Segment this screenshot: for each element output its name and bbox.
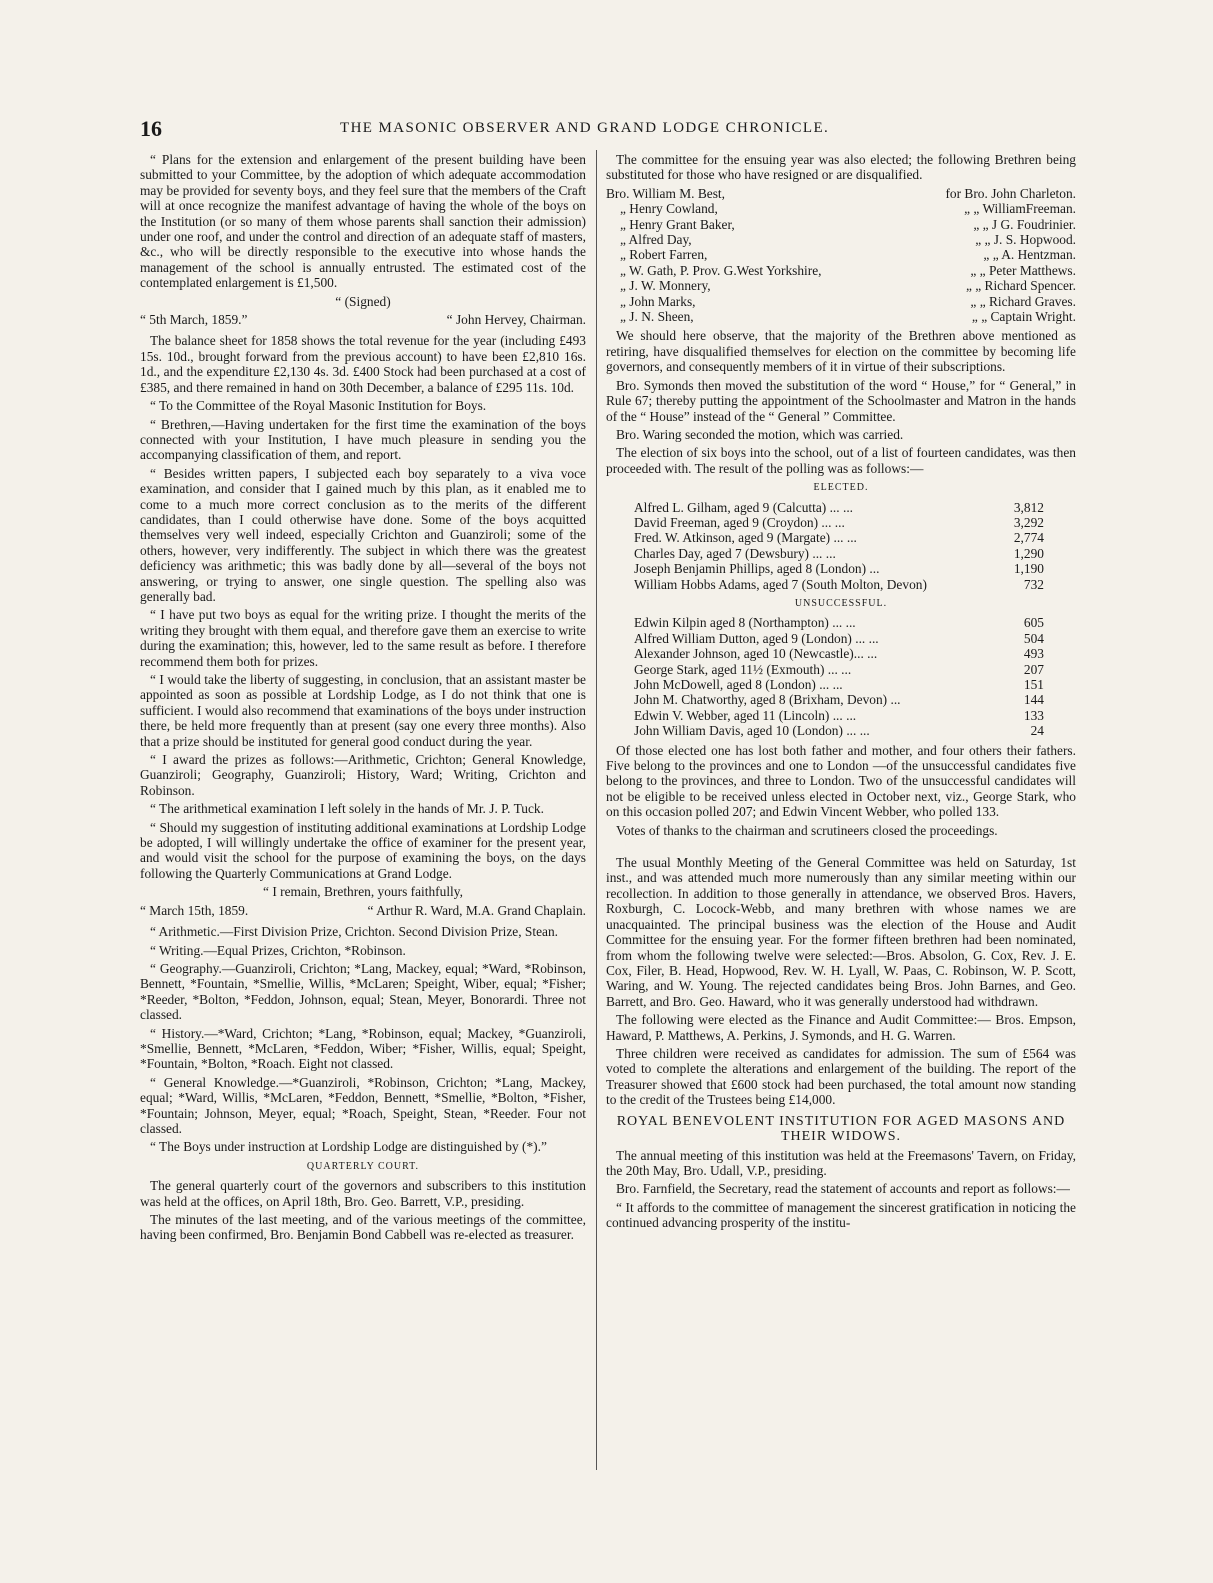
paragraph: The usual Monthly Meeting of the General Committee was held on Saturday, 1st inst., and was attended much more numerously than any similar meeting within our recollection. In addition to those generally in attendance, we observed Bros. Havers, Roxburgh, C. Locock-Webb, and many brethren with whose names we are unacquainted. The principal business was the election of the House and Audit Committee for the ensuing year. For the former fifteen brethren had been nominated, from whom the following twelve were selected:—Bros. Absolon, G. Cox, Rev. J. E. Cox, Filer, B. Head, Hopwood, Rev. W. H. Lyall, W. Paas, C. Robinson, W. P. Scott, Waring, and W. Young. The rejected candidates being Bros. John Barnes, and Geo. Barrett, and Bro. Geo. Haward, who it was generally understood had withdrawn.: [606, 855, 1076, 1009]
table-row: Alfred L. Gilham, aged 9 (Calcutta) ... ... 3,812: [634, 499, 1044, 515]
section-heading: QUARTERLY COURT.: [306, 1160, 420, 1172]
page-number: 16: [140, 116, 162, 141]
table-row: Charles Day, aged 7 (Dewsbury) ... ... 1,290: [634, 545, 1044, 561]
paragraph: “ General Knowledge.—*Guanziroli, *Robinson, Crichton; *Lang, Mackey, equal; *Ward, Willis, *McLaren, *Feddon, Bennett, *Smellie, *Bolton, *Fisher, *Fountain; Johnson, Meyer, equal; *Roach, Speight, Stean, *Reeder. Four not classed.: [140, 1074, 586, 1136]
closing-line: “ I remain, Brethren, yours faithfully,: [263, 884, 463, 900]
table-row: Alexander Johnson, aged 10 (Newcastle)... ... 493: [634, 646, 1044, 662]
paragraph: Bro. Symonds then moved the substitution of the word “ House,” for “ General,” in Rule 67; thereby putting the appointment of the Schoolmaster and Matron in the hands of the “ House” instead of the “ General ” Committee.: [606, 377, 1076, 424]
elected-list: [634, 500, 1044, 592]
list-item: „ Alfred Day, „ „ J. S. Hopwood.: [620, 232, 1076, 248]
unsuccessful-list: [634, 615, 1044, 738]
paragraph: “ It affords to the committee of management the sincerest gratification in noticing the continued advancing prosperity of the institu-: [606, 1199, 1076, 1231]
paragraph: “ I would take the liberty of suggesting, in conclusion, that an assistant master be appointed as soon as possible at Lordship Lodge, as I do not think that one is sufficient. I would also recommend that examinations of the boys under instruction there, be held more frequently than at present (say one every three months). Also that a prize should be instituted for general good conduct during the year.: [140, 672, 586, 749]
paragraph: The balance sheet for 1858 shows the total revenue for the year (including £493 15s. 10d., brought forward from the previous account) to have been £2,810 16s. 1d., and the expenditure £2,130 4s. 3d. £400 Stock had been purchased at a cost of £385, and there remained in hand on 30th December, a balance of £295 11s. 10d.: [140, 333, 586, 395]
paragraph: The annual meeting of this institution was held at the Freemasons' Tavern, on Friday, the 20th May, Bro. Udall, V.P., presiding.: [606, 1147, 1076, 1178]
paragraph: The committee for the ensuing year was also elected; the following Brethren being substituted for those who have resigned or are disqualified.: [606, 152, 1076, 183]
signature-block: [140, 903, 586, 918]
list-item: „ Robert Farren, „ „ A. Hentzman.: [620, 247, 1076, 263]
paragraph: “ History.—*Ward, Crichton; *Lang, *Robinson, equal; Mackey, *Guanziroli, *Smellie, Bennett, *McLaren, *Feddon, Wiber; *Fisher, Willis, equal; Speight, *Fountain, *Bolton, *Roach. Eight not classed.: [140, 1025, 586, 1072]
table-row: David Freeman, aged 9 (Croydon) ... ... 3,292: [634, 514, 1044, 530]
signature-name: “ John Hervey, Chairman.: [446, 312, 586, 328]
paragraph: “ Besides written papers, I subjected each boy separately to a viva voce examination, and consider that I gained much by this plan, as it enabled me to come to a much more correct conclusion as to the merits of the different candidates, than I could otherwise have done. Some of the boys acquitted themselves very well indeed, especially Crichton and Guanziroli; some of the others, however, very indifferently. The subject in which there was the greatest deficiency was arithmetic; this was badly done by all—several of the boys not answering, or trying to answer, one single question. The spelling also was generally bad.: [140, 465, 586, 604]
column-divider: [596, 150, 597, 1470]
section-heading: UNSUCCESSFUL.: [794, 597, 888, 609]
table-row: Joseph Benjamin Phillips, aged 8 (London) ... 1,190: [634, 561, 1044, 577]
table-row: John M. Chatworthy, aged 8 (Brixham, Devon) ... 144: [634, 692, 1044, 708]
table-row: Alfred William Dutton, aged 9 (London) ... ... 504: [634, 630, 1044, 646]
paragraph: “ To the Committee of the Royal Masonic Institution for Boys.: [150, 398, 487, 414]
page-header: [140, 116, 1080, 140]
list-item: „ Henry Grant Baker, „ „ J G. Foudrinier.: [620, 216, 1076, 232]
table-row: Fred. W. Atkinson, aged 9 (Margate) ... ... 2,774: [634, 530, 1044, 546]
paragraph: The following were elected as the Finance and Audit Committee:— Bros. Empson, Haward, P. Matthews, A. Perkins, J. Symonds, and H. G. Warren.: [606, 1012, 1076, 1043]
left-column: [140, 152, 586, 1246]
paragraph: Bro. Farnfield, the Secretary, read the statement of accounts and report as follows:—: [616, 1181, 1070, 1197]
paragraph: “ Geography.—Guanziroli, Crichton; *Lang, Mackey, equal; *Ward, *Robinson, Bennett, *Fountain, *Smellie, Willis, *McLaren; Speight, Wiber, equal; *Fisher; *Reeder, *Bolton, *Feddon, Johnson, equal; Stean, Meyer, Bonorardi. Three not classed.: [140, 960, 586, 1023]
signature-date: “ March 15th, 1859.: [140, 902, 249, 918]
paragraph: “ I award the prizes as follows:—Arithmetic, Crichton; General Knowledge, Guanziroli; Geography, Guanziroli; History, Ward; Writing, Crichton and Robinson.: [140, 752, 586, 798]
paragraph: “ Plans for the extension and enlargement of the present building have been submitted to your Committee, by the adoption of which adequate accommodation may be provided for seventy boys, and they feel sure that the members of the Craft will at once recognize the manifest advantage of having the whole of the boys on the Institution (or so many of them whose parents shall sanction their admission) under one roof, and under the control and direction of an adequate staff of masters, &c., who will be directly responsible to the executive into whose hands the management of the school is annually entrusted. The estimated cost of the contemplated enlargement is £1,500.: [140, 152, 586, 291]
table-row: John McDowell, aged 8 (London) ... ... 151: [634, 677, 1044, 692]
list-item: „ Henry Cowland, „ „ WilliamFreeman.: [620, 201, 1076, 217]
paragraph: “ Writing.—Equal Prizes, Crichton, *Robinson.: [150, 942, 406, 958]
list-item: Bro. William M. Best, for Bro. John Charleton.: [606, 185, 1076, 201]
signature-name: “ Arthur R. Ward, M.A. Grand Chaplain.: [367, 902, 586, 918]
paragraph: Three children were received as candidates for admission. The sum of £564 was voted to complete the alterations and enlargement of the building. The report of the Treasurer showed that £600 stock had been purchased, the total amount now standing to the credit of the Trustees being £14,000.: [606, 1045, 1076, 1108]
paragraph: “ The arithmetical examination I left solely in the hands of Mr. J. P. Tuck.: [150, 801, 544, 817]
table-row: William Hobbs Adams, aged 7 (South Molton, Devon) 732: [634, 576, 1044, 592]
paragraph: We should here observe, that the majority of the Brethren above mentioned as retiring, have disqualified themselves for election on the committee by becoming life governors, and consequently members of it in virtue of their subscriptions.: [606, 328, 1076, 375]
running-title: THE MASONIC OBSERVER AND GRAND LODGE CHRONICLE.: [340, 120, 830, 136]
right-column: [606, 152, 1076, 1234]
table-row: George Stark, aged 11½ (Exmouth) ... ... 207: [634, 661, 1044, 677]
paragraph: Votes of thanks to the chairman and scrutineers closed the proceedings.: [616, 822, 998, 838]
paragraph: “ Brethren,—Having undertaken for the first time the examination of the boys connected with your Institution, I have much pleasure in sending you the accompanying classification of them, and report.: [140, 416, 586, 463]
section-heading: ROYAL BENEVOLENT INSTITUTION FOR AGED MASONS AND THEIR WIDOWS.: [616, 1113, 1066, 1144]
substitution-list: [606, 186, 1076, 325]
paragraph: “ The Boys under instruction at Lordship Lodge are distinguished by (*).”: [150, 1139, 547, 1155]
paragraph: “ Should my suggestion of instituting additional examinations at Lordship Lodge be adopted, I will willingly undertake the office of examiner for the present year, and would visit the school for the purpose of examining the boys, on the days following the Quarterly Communications at Grand Lodge.: [140, 819, 586, 881]
paragraph: “ I have put two boys as equal for the writing prize. I thought the merits of the writing they brought with them equal, and therefore gave them an exercise to write during the examination; this, however, led to the same result as before. I therefore recommend them both for prizes.: [140, 607, 586, 669]
paragraph: The minutes of the last meeting, and of the various meetings of the committee, having been confirmed, Bro. Benjamin Bond Cabbell was re-elected as treasurer.: [140, 1212, 586, 1243]
section-gap: [606, 841, 1076, 855]
list-item: „ John Marks, „ „ Richard Graves.: [620, 293, 1076, 309]
paragraph: “ Arithmetic.—First Division Prize, Crichton. Second Division Prize, Stean.: [150, 924, 558, 940]
signature-date: “ 5th March, 1859.”: [140, 312, 248, 328]
paragraph: Bro. Waring seconded the motion, which was carried.: [616, 426, 904, 442]
list-item: „ W. Gath, P. Prov. G.West Yorkshire, „ „ Peter Matthews.: [620, 262, 1076, 278]
paragraph: The election of six boys into the school, out of a list of fourteen candidates, was then proceeded with. The result of the polling was as follows:—: [606, 445, 1076, 476]
paragraph: The general quarterly court of the governors and subscribers to this institution was held at the offices, on April 18th, Bro. Geo. Barrett, V.P., presiding.: [140, 1178, 586, 1209]
table-row: Edwin Kilpin aged 8 (Northampton) ... ... 605: [634, 615, 1044, 631]
signed-line: “ (Signed): [335, 293, 391, 309]
list-item: „ J. W. Monnery, „ „ Richard Spencer.: [620, 278, 1076, 294]
table-row: John William Davis, aged 10 (London) ... ... 24: [634, 723, 1044, 739]
paragraph: Of those elected one has lost both father and mother, and four others their fathers. Five belong to the provinces and one to London —of the unsuccessful candidates five belong to the provinces, and three to London. Two of the unsuccessful candidates will not be eligible to be received unless elected in October next, viz., George Stark, who on this occasion polled 207; and Edwin Vincent Webber, who polled 133.: [606, 742, 1076, 820]
table-row: Edwin V. Webber, aged 11 (Lincoln) ... ... 133: [634, 707, 1044, 723]
signature-block: [140, 312, 586, 327]
section-heading: ELECTED.: [813, 482, 869, 494]
list-item: „ J. N. Sheen, „ „ Captain Wright.: [620, 309, 1076, 325]
